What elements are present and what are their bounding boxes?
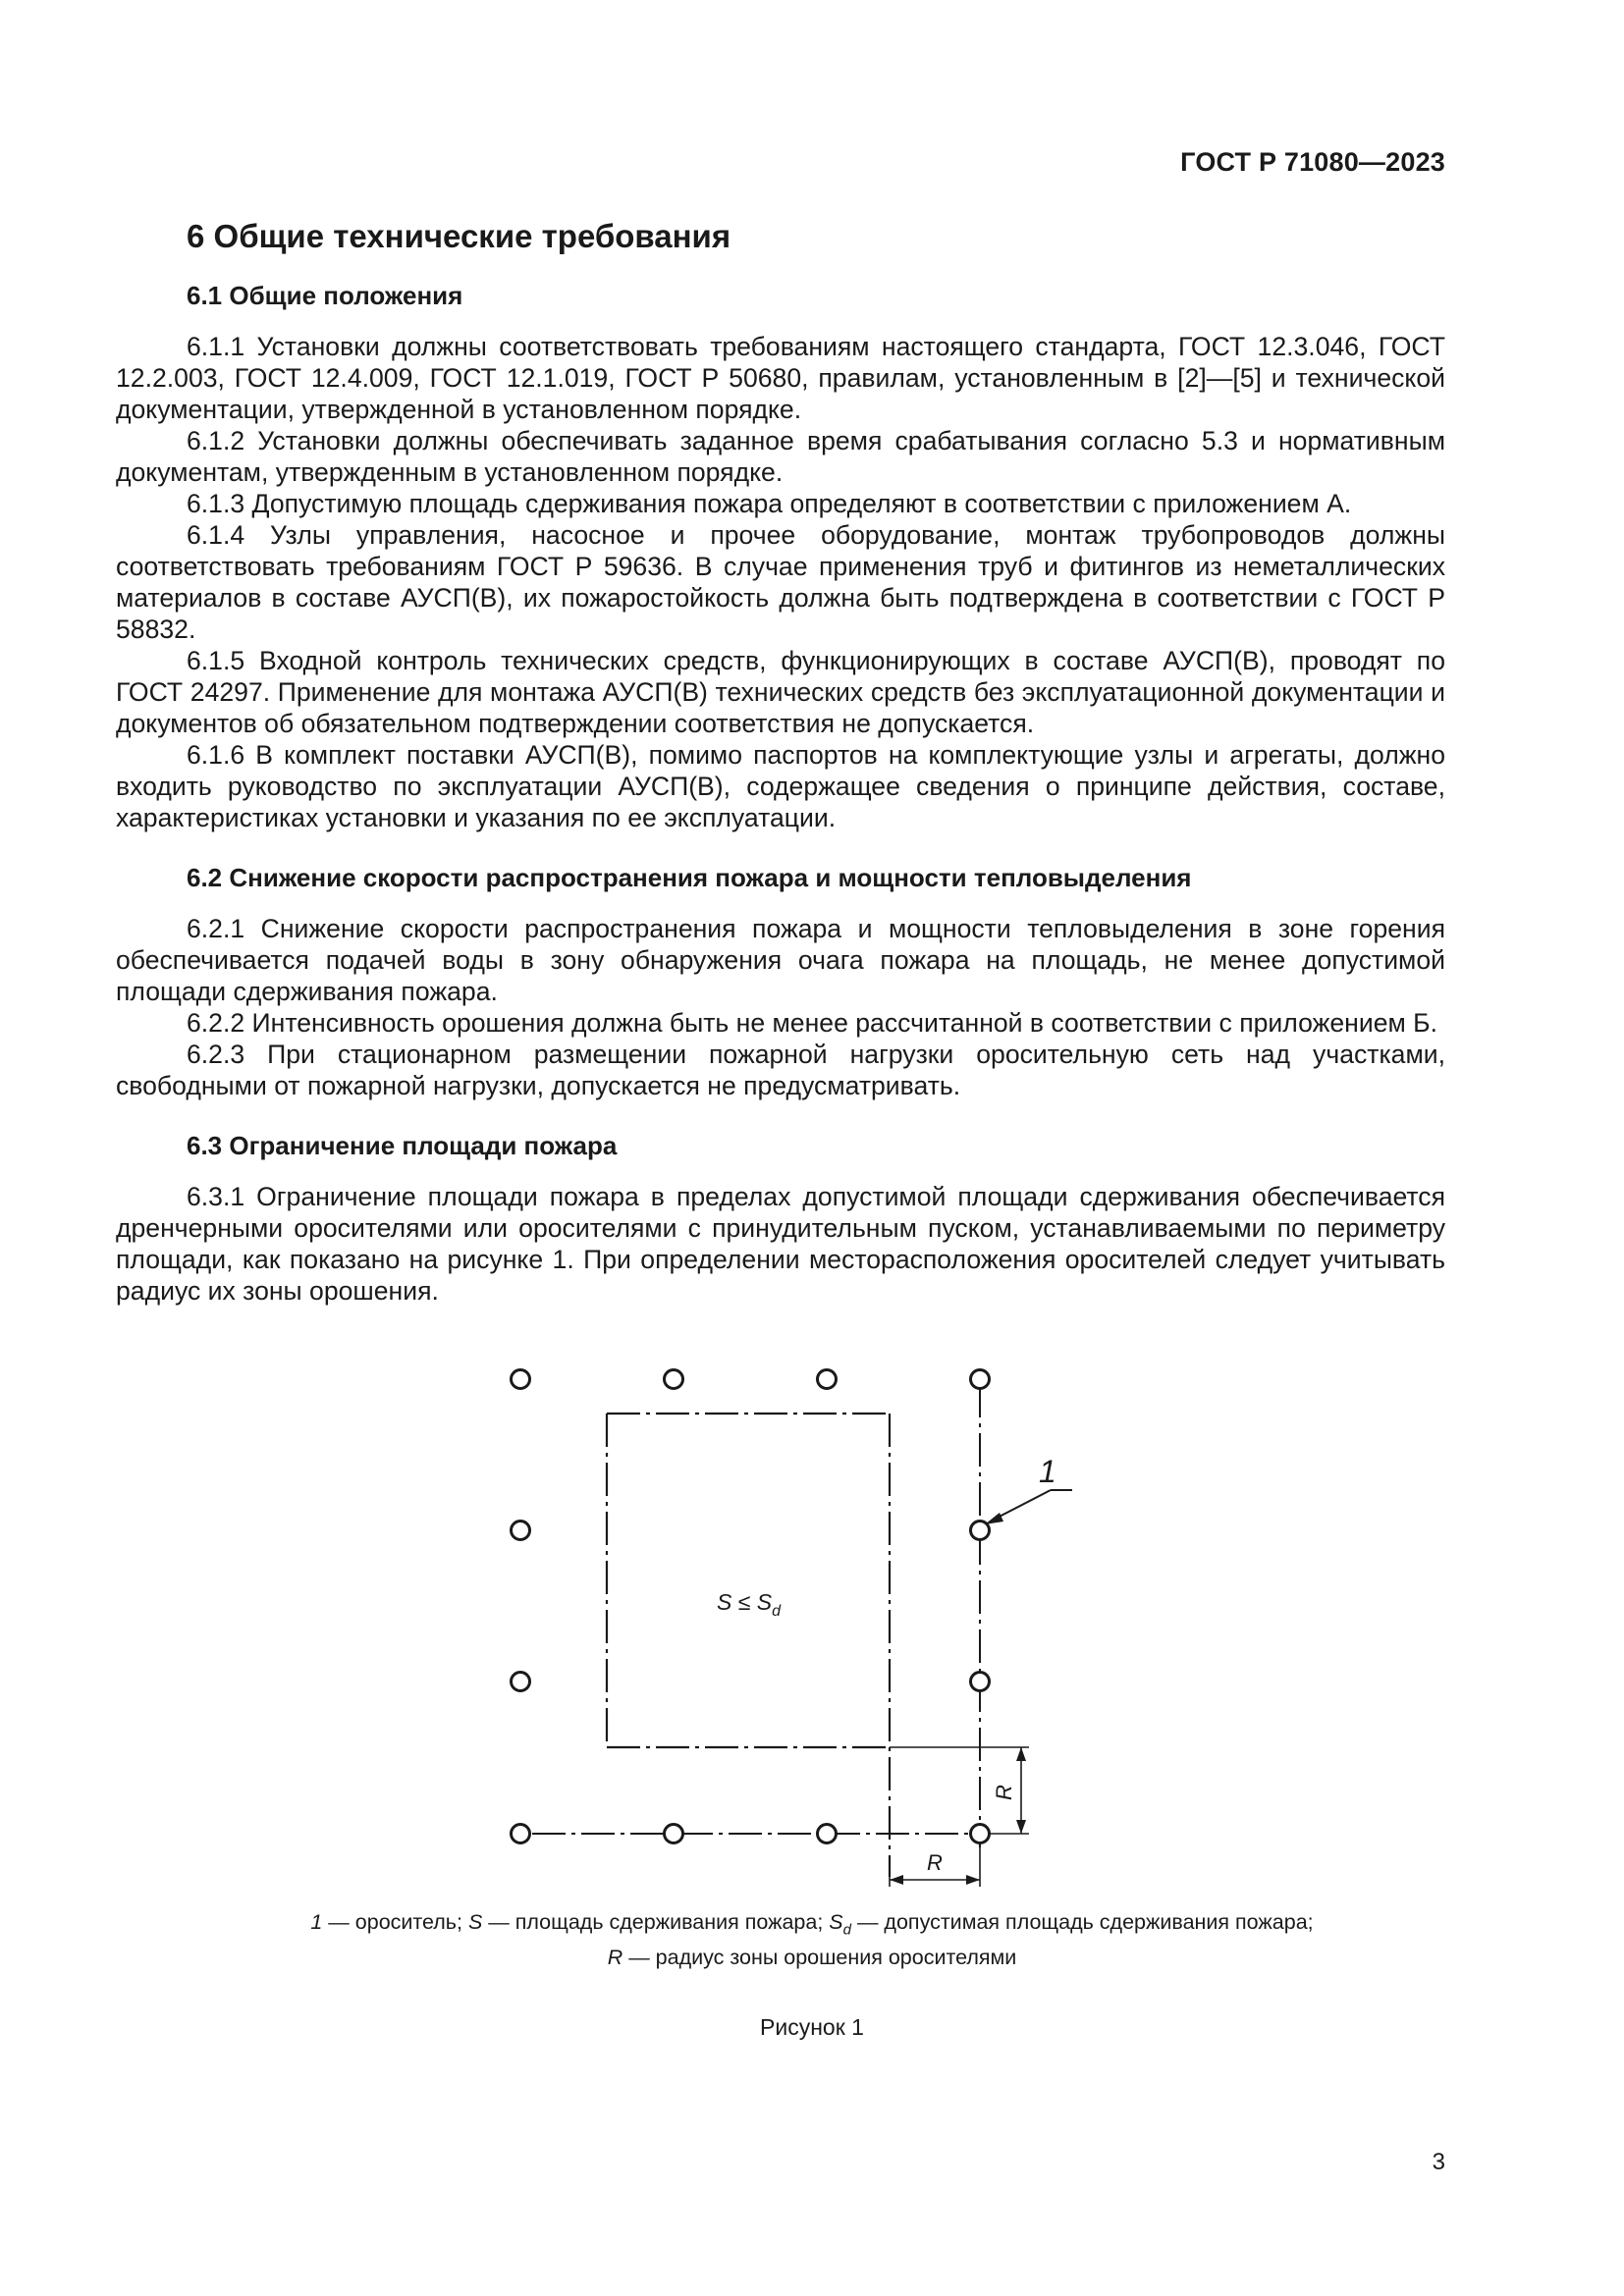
paragraph-6-3-1: 6.3.1 Ограничение площади пожара в пределах допустимой площади сдерживания обеспечивается дренчерными оросителями или оросителями с принудительным пуском, устанавливаемыми по периметру площади, как показано на рисунке 1. При определении месторасположения оросителей следует учитывать радиус их зоны орошения. xyxy=(116,1182,1445,1306)
callout-number: 1 xyxy=(1039,1454,1056,1489)
callout-leader xyxy=(994,1490,1051,1520)
paragraph-6-1-1: 6.1.1 Установки должны соответствовать требованиям настоящего стандарта, ГОСТ 12.3.046, ГОСТ 12.2.003, ГОСТ 12.4.009, ГОСТ 12.1.019, ГОСТ Р 50680, правилам, установленным в [2]—[5] и технической документации, утвержденной в установленном порядке. xyxy=(116,332,1445,424)
sprinkler-icon xyxy=(512,1370,530,1389)
sprinkler-icon xyxy=(512,1522,530,1540)
sprinkler-icon xyxy=(512,1825,530,1843)
sprinkler-icon xyxy=(818,1825,837,1843)
arrow-right xyxy=(966,1875,980,1885)
document-code: ГОСТ Р 71080—2023 xyxy=(1180,147,1445,177)
arrow-down xyxy=(1016,1820,1026,1834)
sprinkler-icon xyxy=(971,1673,990,1691)
subsection-6-3 xyxy=(116,1131,1445,1307)
callout-arrow xyxy=(985,1513,1003,1524)
paragraph-6-1-6: 6.1.6 В комплект поставки АУСП(В), помимо паспортов на комплектующие узлы и агрегаты, должно входить руководство по эксплуатации АУСП(В), содержащее сведения о принципе действия, составе, характеристиках установки и указания по ее эксплуатации. xyxy=(116,740,1445,832)
legend-line-2: R — радиус зоны орошения оросителями xyxy=(607,1946,1017,1970)
radius-label-horizontal: R xyxy=(927,1850,943,1875)
sprinkler-icon xyxy=(971,1825,990,1843)
subsection-6-2 xyxy=(116,863,1445,1101)
figure-legend xyxy=(0,1908,1624,1972)
paragraph-6-2-2: 6.2.2 Интенсивность орошения должна быть не менее рассчитанной в соответствии с приложением Б. xyxy=(187,1008,1437,1038)
subsection-title: 6.3 Ограничение площади пожара xyxy=(187,1131,618,1160)
paragraph-6-2-3: 6.2.3 При стационарном размещении пожарной нагрузки оросительную сеть над участками, свободными от пожарной нагрузки, допускается не предусматривать. xyxy=(116,1040,1445,1100)
legend-line-1: 1 — ороситель; S — площадь сдерживания пожара; $S_d$ — допустимая площадь сдерживания пожара; xyxy=(310,1910,1314,1939)
page-number: 3 xyxy=(1432,2149,1445,2175)
sprinkler-axis-lines xyxy=(532,1384,980,1847)
sprinkler-icon xyxy=(512,1673,530,1691)
sprinkler-icon xyxy=(971,1522,990,1540)
paragraph-6-1-2: 6.1.2 Установки должны обеспечивать заданное время срабатывания согласно 5.3 и нормативным документам, утвержденным в установленном порядке. xyxy=(116,426,1445,487)
figure-1 xyxy=(0,1345,1624,1895)
subsection-title: 6.2 Снижение скорости распространения пожара и мощности тепловыделения xyxy=(187,863,1192,892)
paragraph-6-1-3: 6.1.3 Допустимую площадь сдерживания пожара определяют в соответствии с приложением А. xyxy=(187,489,1352,518)
section-title: 6 Общие технические требования xyxy=(187,218,731,254)
dimension-arrows xyxy=(890,1513,1026,1885)
sprinkler-icon xyxy=(665,1825,683,1843)
sprinkler-icon xyxy=(971,1370,990,1389)
subsection-6-1 xyxy=(116,281,1445,833)
sprinkler-icon xyxy=(665,1370,683,1389)
main-content xyxy=(116,218,1445,1336)
paragraph-6-1-5: 6.1.5 Входной контроль технических средств, функционирующих в составе АУСП(В), проводят по ГОСТ 24297. Применение для монтажа АУСП(В) технических средств без эксплуатационной документации и документов об обязательном подтверждении соответствия не допускается. xyxy=(116,646,1445,738)
protected-area-boundary xyxy=(607,1414,890,1877)
paragraph-6-2-1: 6.2.1 Снижение скорости распространения пожара и мощности тепловыделения в зоне горения обеспечивается подачей воды в зону обнаружения очага пожара на площадь, не менее допустимой площади сдерживания пожара. xyxy=(116,914,1445,1006)
subsection-title: 6.1 Общие положения xyxy=(187,281,463,310)
paragraph-6-1-4: 6.1.4 Узлы управления, насосное и прочее оборудование, монтаж трубопроводов должны соответствовать требованиям ГОСТ Р 59636. В случае применения труб и фитингов из неметаллических материалов в составе АУСП(В), их пожаростойкость должна быть подтверждена в соответствии с ГОСТ Р 58832. xyxy=(116,520,1445,644)
radius-label-vertical: R xyxy=(992,1785,1016,1800)
sprinkler-icon xyxy=(818,1370,837,1389)
sprinkler-layout-diagram xyxy=(0,1345,1624,1895)
area-label: $S \le S_d$ xyxy=(717,1589,781,1620)
figure-caption: Рисунок 1 xyxy=(760,2014,864,2040)
arrow-up xyxy=(1016,1747,1026,1761)
arrow-left xyxy=(890,1875,903,1885)
